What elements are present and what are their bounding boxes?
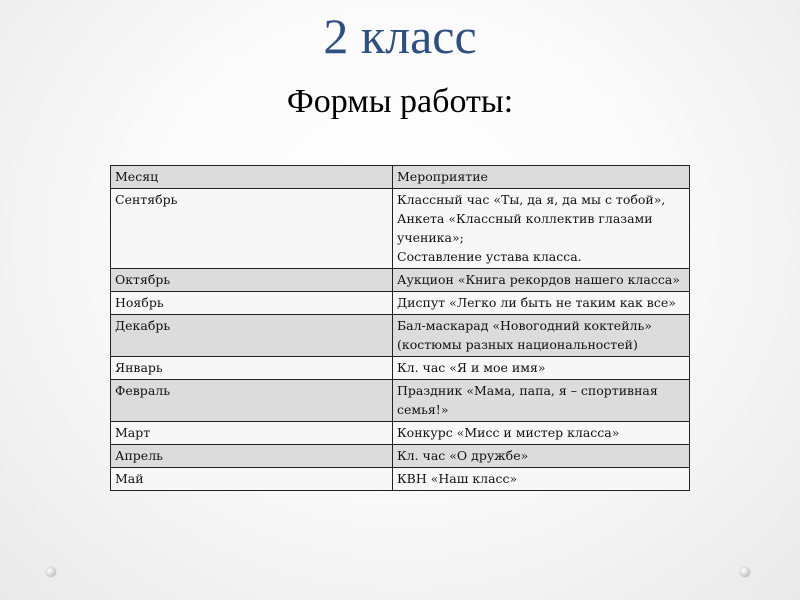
month-cell: Май — [111, 468, 393, 491]
activity-cell — [393, 292, 690, 315]
header-activity: Мероприятие — [393, 166, 690, 189]
activity-line: Конкурс «Мисс и мистер класса» — [397, 425, 620, 440]
decorative-bullet-left — [46, 567, 56, 577]
month-cell: Март — [111, 422, 393, 445]
activity-line: Составление устава класса. — [397, 249, 582, 264]
activity-line: Аукцион «Книга рекордов нашего класса» — [397, 272, 680, 287]
decorative-bullet-right — [740, 567, 750, 577]
activity-line: Праздник «Мама, папа, я – спортивная семья!» — [397, 383, 658, 417]
month-cell: Январь — [111, 357, 393, 380]
activity-cell — [393, 315, 690, 357]
activities-table — [110, 165, 690, 491]
table-row — [111, 189, 690, 269]
table-row — [111, 269, 690, 292]
header-month: Месяц — [111, 166, 393, 189]
activity-cell — [393, 422, 690, 445]
month-cell: Февраль — [111, 380, 393, 422]
table-row — [111, 468, 690, 491]
activity-line: Кл. час «О дружбе» — [397, 448, 529, 463]
activity-line: Бал-маскарад «Новогодний коктейль» (костюмы разных национальностей) — [397, 318, 652, 352]
activity-cell — [393, 269, 690, 292]
slide-subtitle: Формы работы: — [286, 83, 514, 120]
activity-line: КВН «Наш класс» — [397, 471, 518, 486]
month-cell: Апрель — [111, 445, 393, 468]
activity-cell — [393, 357, 690, 380]
table-row — [111, 422, 690, 445]
month-cell: Декабрь — [111, 315, 393, 357]
table-header-row — [111, 166, 690, 189]
table-row — [111, 292, 690, 315]
activity-line: Кл. час «Я и мое имя» — [397, 360, 546, 375]
month-cell: Ноябрь — [111, 292, 393, 315]
month-cell: Сентябрь — [111, 189, 393, 269]
activity-cell — [393, 468, 690, 491]
activity-cell — [393, 380, 690, 422]
table-row — [111, 445, 690, 468]
activity-line: Классный час «Ты, да я, да мы с тобой», Анкета «Классный коллектив глазами ученика»; — [397, 192, 666, 245]
month-cell: Октябрь — [111, 269, 393, 292]
table-row — [111, 315, 690, 357]
slide-title: 2 класс — [323, 8, 477, 64]
activity-cell — [393, 189, 690, 269]
activity-cell — [393, 445, 690, 468]
activity-line: Диспут «Легко ли быть не таким как все» — [397, 295, 676, 310]
table-row — [111, 380, 690, 422]
table-row — [111, 357, 690, 380]
